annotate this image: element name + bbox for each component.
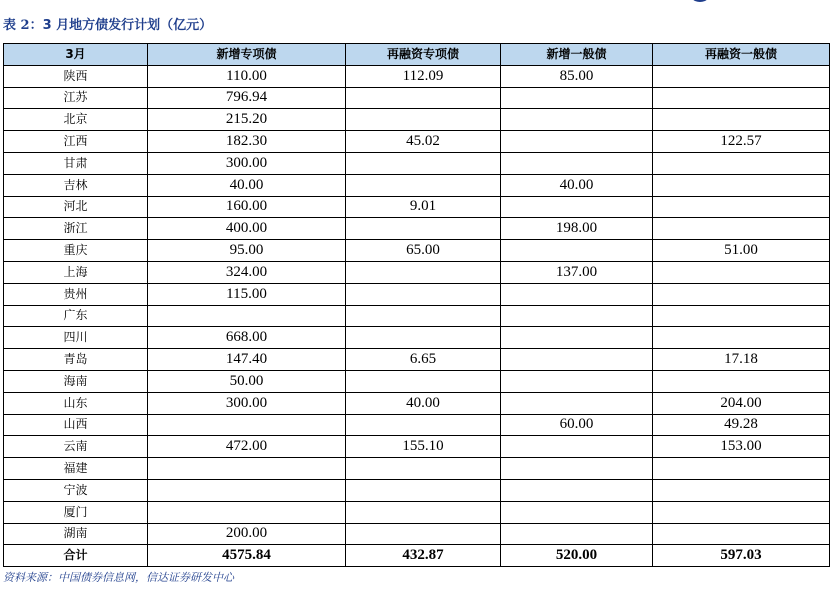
cell-new-special-bond (148, 458, 346, 480)
cell-region: 河北 (4, 196, 148, 218)
cell-refinancing-general-bond (653, 501, 830, 523)
cell-refinancing-special-bond (346, 152, 501, 174)
cell-refinancing-general-bond: 51.00 (653, 240, 830, 262)
table-row (4, 240, 830, 262)
table-row (4, 131, 830, 153)
cell-new-general-bond (501, 501, 653, 523)
cell-new-general-bond (501, 392, 653, 414)
cell-refinancing-special-bond (346, 87, 501, 109)
cell-refinancing-special-bond: 65.00 (346, 240, 501, 262)
cell-region: 山东 (4, 392, 148, 414)
table-row (4, 458, 830, 480)
cell-region: 陕西 (4, 65, 148, 87)
cell-refinancing-general-bond (653, 109, 830, 131)
total-row (4, 545, 830, 567)
cell-refinancing-general-bond: 49.28 (653, 414, 830, 436)
cell-refinancing-general-bond: 122.57 (653, 131, 830, 153)
cell-refinancing-general-bond (653, 261, 830, 283)
header-new-general-bond: 新增一般债 (501, 44, 653, 66)
cell-new-general-bond (501, 131, 653, 153)
cell-new-general-bond: 40.00 (501, 174, 653, 196)
cell-refinancing-general-bond (653, 523, 830, 545)
table-row (4, 370, 830, 392)
cell-refinancing-special-bond (346, 523, 501, 545)
cell-refinancing-general-bond (653, 327, 830, 349)
table-row (4, 479, 830, 501)
brand-logo-icon (688, 0, 712, 2)
cell-region: 贵州 (4, 283, 148, 305)
table-row (4, 501, 830, 523)
table-row (4, 327, 830, 349)
cell-region: 合计 (4, 545, 148, 567)
cell-new-general-bond (501, 327, 653, 349)
cell-region: 江西 (4, 131, 148, 153)
cell-new-general-bond (501, 240, 653, 262)
cell-refinancing-general-bond (653, 305, 830, 327)
cell-new-general-bond: 85.00 (501, 65, 653, 87)
cell-new-special-bond: 147.40 (148, 349, 346, 371)
table-row (4, 65, 830, 87)
table-caption (3, 17, 212, 34)
cell-region: 北京 (4, 109, 148, 131)
cell-refinancing-special-bond (346, 174, 501, 196)
cell-new-general-bond (501, 87, 653, 109)
cell-region: 上海 (4, 261, 148, 283)
cell-new-general-bond: 198.00 (501, 218, 653, 240)
table-row (4, 174, 830, 196)
cell-refinancing-special-bond (346, 479, 501, 501)
cell-new-general-bond (501, 152, 653, 174)
cell-new-general-bond (501, 458, 653, 480)
cell-new-general-bond (501, 283, 653, 305)
cell-refinancing-special-bond: 45.02 (346, 131, 501, 153)
cell-refinancing-special-bond (346, 414, 501, 436)
header-refinancing-general-bond: 再融资一般债 (653, 44, 830, 66)
cell-new-special-bond: 300.00 (148, 392, 346, 414)
cell-new-special-bond: 110.00 (148, 65, 346, 87)
cell-refinancing-general-bond (653, 479, 830, 501)
cell-refinancing-special-bond (346, 305, 501, 327)
cell-refinancing-general-bond (653, 174, 830, 196)
cell-new-special-bond (148, 479, 346, 501)
table-row (4, 152, 830, 174)
cell-region: 四川 (4, 327, 148, 349)
cell-new-special-bond: 182.30 (148, 131, 346, 153)
cell-new-general-bond (501, 436, 653, 458)
cell-new-special-bond (148, 414, 346, 436)
table-row (4, 218, 830, 240)
cell-new-general-bond (501, 349, 653, 371)
cell-region: 宁波 (4, 479, 148, 501)
cell-refinancing-special-bond (346, 283, 501, 305)
cell-refinancing-general-bond (653, 152, 830, 174)
cell-refinancing-special-bond (346, 218, 501, 240)
table-row (4, 523, 830, 545)
cell-new-general-bond (501, 479, 653, 501)
cell-new-general-bond (501, 109, 653, 131)
cell-refinancing-special-bond: 432.87 (346, 545, 501, 567)
cell-region: 重庆 (4, 240, 148, 262)
cell-region: 海南 (4, 370, 148, 392)
cell-new-general-bond (501, 305, 653, 327)
cell-new-special-bond: 215.20 (148, 109, 346, 131)
cell-refinancing-general-bond: 597.03 (653, 545, 830, 567)
cell-region: 广东 (4, 305, 148, 327)
cell-refinancing-special-bond: 6.65 (346, 349, 501, 371)
cell-new-general-bond (501, 370, 653, 392)
cell-new-special-bond: 472.00 (148, 436, 346, 458)
header-refinancing-special-bond: 再融资专项债 (346, 44, 501, 66)
table-row (4, 283, 830, 305)
cell-refinancing-special-bond: 40.00 (346, 392, 501, 414)
cell-region: 青岛 (4, 349, 148, 371)
cell-region: 福建 (4, 458, 148, 480)
cell-refinancing-special-bond: 155.10 (346, 436, 501, 458)
cell-refinancing-general-bond (653, 458, 830, 480)
table-row (4, 349, 830, 371)
cell-refinancing-general-bond (653, 87, 830, 109)
cell-new-general-bond (501, 523, 653, 545)
cell-refinancing-general-bond: 153.00 (653, 436, 830, 458)
cell-refinancing-special-bond (346, 327, 501, 349)
table-row (4, 87, 830, 109)
cell-refinancing-general-bond (653, 283, 830, 305)
source-note: 资料来源：中国债券信息网，信达证券研发中心 (3, 571, 234, 584)
cell-refinancing-special-bond (346, 261, 501, 283)
cell-refinancing-special-bond: 9.01 (346, 196, 501, 218)
cell-new-special-bond: 4575.84 (148, 545, 346, 567)
cell-new-special-bond: 300.00 (148, 152, 346, 174)
cell-region: 山西 (4, 414, 148, 436)
cell-new-special-bond: 95.00 (148, 240, 346, 262)
cell-new-special-bond: 115.00 (148, 283, 346, 305)
cell-new-special-bond: 160.00 (148, 196, 346, 218)
cell-new-special-bond: 400.00 (148, 218, 346, 240)
table-row (4, 392, 830, 414)
cell-region: 厦门 (4, 501, 148, 523)
caption-title: 3 月地方债发行计划（亿元） (42, 18, 213, 33)
table-row (4, 261, 830, 283)
cell-new-special-bond: 668.00 (148, 327, 346, 349)
cell-new-special-bond: 796.94 (148, 87, 346, 109)
header-row (4, 44, 830, 66)
cell-refinancing-general-bond (653, 218, 830, 240)
cell-new-special-bond: 50.00 (148, 370, 346, 392)
caption-label: 表 2： (3, 18, 43, 33)
cell-region: 甘肃 (4, 152, 148, 174)
cell-new-special-bond (148, 305, 346, 327)
cell-region: 云南 (4, 436, 148, 458)
header-month: 3月 (4, 44, 148, 66)
cell-refinancing-special-bond (346, 370, 501, 392)
cell-refinancing-special-bond (346, 458, 501, 480)
cell-region: 湖南 (4, 523, 148, 545)
cell-new-general-bond: 520.00 (501, 545, 653, 567)
table-row (4, 109, 830, 131)
header-new-special-bond: 新增专项债 (148, 44, 346, 66)
cell-refinancing-general-bond (653, 65, 830, 87)
bond-issuance-table (3, 43, 830, 567)
cell-refinancing-general-bond (653, 370, 830, 392)
cell-refinancing-general-bond (653, 196, 830, 218)
table-row (4, 436, 830, 458)
cell-new-special-bond: 200.00 (148, 523, 346, 545)
cell-region: 江苏 (4, 87, 148, 109)
cell-refinancing-special-bond (346, 109, 501, 131)
cell-new-special-bond: 40.00 (148, 174, 346, 196)
cell-refinancing-special-bond: 112.09 (346, 65, 501, 87)
table-row (4, 414, 830, 436)
cell-refinancing-general-bond: 204.00 (653, 392, 830, 414)
cell-new-special-bond (148, 501, 346, 523)
table-row (4, 305, 830, 327)
cell-refinancing-general-bond: 17.18 (653, 349, 830, 371)
cell-new-general-bond: 60.00 (501, 414, 653, 436)
cell-region: 吉林 (4, 174, 148, 196)
table-row (4, 196, 830, 218)
cell-new-special-bond: 324.00 (148, 261, 346, 283)
table-body (4, 65, 830, 566)
cell-new-general-bond: 137.00 (501, 261, 653, 283)
cell-region: 浙江 (4, 218, 148, 240)
cell-new-general-bond (501, 196, 653, 218)
cell-refinancing-special-bond (346, 501, 501, 523)
